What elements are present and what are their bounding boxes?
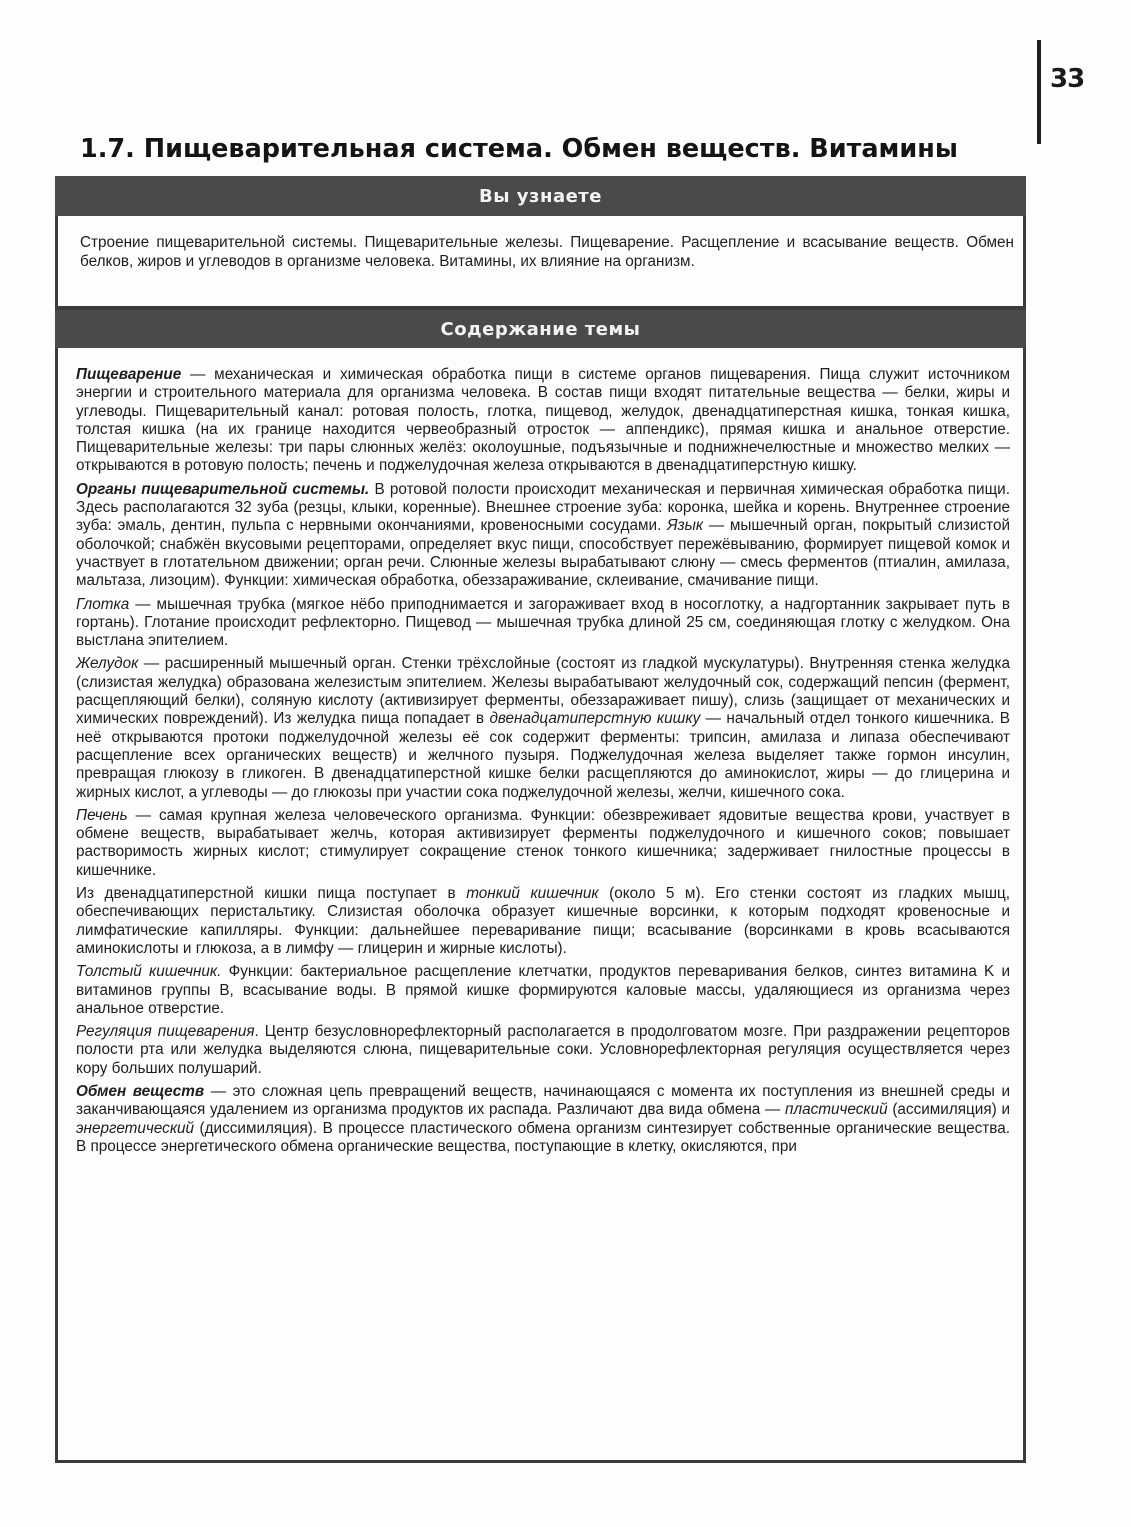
paragraph-pharynx (76, 596, 1010, 651)
chapter-title: 1.7. Пищеварительная система. Обмен веществ. Витамины (80, 134, 958, 164)
paragraph-text: (около 5 м). Его стенки состоят из гладких мышц, обеспечивающих перистальтику. Слизистая оболочка образует кишечные ворсинки, к которым подходят кровеносные и лимфатические капилляры. Функции: дальнейшее переваривание пищи; всасывание (ворсинками в кровь всасываются аминокислоты и глюкоза, а в лимфу — глицерин и жирные кислоты). (76, 885, 1010, 957)
paragraph-text: — мышечная трубка (мягкое нёбо приподнимается и загораживает вход в носоглотку, а надгортанник закрывает путь в гортань). Глотание происходит рефлекторно. Пищевод — мышечная трубка длиной 25 см, соединяющая глотку с желудком. Она выстлана эпителием. (76, 595, 1010, 650)
paragraph-text: (ассимиляция) и (887, 1101, 1010, 1119)
paragraph-digestion (76, 366, 1010, 476)
paragraph-small-intestine (76, 885, 1010, 958)
term: двенадцатиперстную кишку (489, 710, 701, 728)
topic-content-heading: Содержание темы (55, 310, 1026, 348)
term: тонкий кишечник (466, 885, 599, 903)
paragraph-metabolism (76, 1083, 1010, 1156)
paragraph-regulation (76, 1023, 1010, 1078)
topic-content (76, 366, 1010, 1161)
paragraph-text: Из двенадцатиперстной кишки пища поступает в (76, 885, 467, 903)
term: Язык (667, 517, 704, 535)
paragraph-text: Функции: бактериальное расщепление клетчатки, продуктов переваривания белков, синтез витамина K и витаминов группы B, всасывание воды. В прямой кишке формируются каловые массы, удаляющиеся из организма через анальное отверстие. (76, 963, 1010, 1017)
paragraph-liver (76, 807, 1010, 880)
page-number-bar (1037, 40, 1041, 144)
you-will-learn-text: Строение пищеварительной системы. Пищеварительные железы. Пищеварение. Расщепление и всасывание веществ. Обмен белков, жиров и углеводов в организме человека. Витамины, их влияние на организм. (80, 234, 1014, 270)
term: Пищеварение (76, 366, 182, 383)
term: пластический (785, 1101, 888, 1119)
paragraph-text: — расширенный мышечный орган. Стенки трёхслойные (состоят из гладкой мускулатуры). Внутренняя стенка желудка (слизистая желудка) образована железистым эпителием. Железы вырабатывают желудочный сок, содержащий пепсин (фермент, расщепляющий белки), соляную кислоту (активизирует ферменты, обеззараживает пишу), слизь (защищает от механических и химических повреждений). Из желудка пища попадает в (76, 655, 1010, 728)
paragraph-text: В ротовой полости происходит механическая и первичная химическая обработка пищи. Здесь располагаются 32 зуба (резцы, клыки, коренные). Внешнее строение зуба: коронка, шейка и корень. Внутреннее строение зуба: эмаль, дентин, пульпа с нервными окончаниями, кровеносными сосудами. (76, 480, 1010, 535)
paragraph-large-intestine (76, 963, 1010, 1018)
paragraph-text: — мышечный орган, покрытый слизистой оболочкой; снабжён вкусовыми рецепторами, определяет вкус пищи, способствует пережёвыванию, формирует пищевой комок и участвует в глотательном движении; орган речи. Слюнные железы вырабатывают слюну — смесь ферментов (птиалин, амилаза, мальтаза, лизоцим). Функции: химическая обработка, обеззараживание, склеивание, смачивание пищи. (76, 517, 1011, 590)
paragraph-digestive-organs (76, 481, 1010, 591)
term: Органы пищеварительной системы. (76, 480, 370, 498)
term: Обмен веществ (76, 1082, 205, 1100)
paragraph-stomach (76, 655, 1010, 801)
term: Желудок (76, 655, 139, 673)
paragraph-text: — это сложная цепь превращений веществ, начинающаяся с момента их поступления из внешней среды и заканчивающаяся удалением из организма продуктов их распада. Различают два вида обмена — (76, 1082, 1010, 1119)
paragraph-text: . Центр безусловнорефлекторный располагается в продолговатом мозге. При раздражении рецепторов полости рта или желудка выделяются слюна, пищеварительные соки. Условнорефлекторная регуляция осуществляется через кору больших полушарий. (76, 1023, 1010, 1077)
paragraph-text: — механическая и химическая обработка пищи в системе органов пищеварения. Пища служит источником энергии и строительного материала для организма человека. В состав пищи входят питательные вещества — белки, жиры и углеводы. Пищеварительный канал: ротовая полость, глотка, пищевод, желудок, двенадцатиперстная кишка, тонкая кишка, толстая кишка (на их границе находится червеобразный отросток — аппендикс), прямая кишка и анальное отверстие. Пищеварительные железы: три пары слюнных желёз: околоушные, подъязычные и поднижнечелюстные и множество мелких — открываются в ротовую полость; печень и поджелудочная железа открываются в двенадцатиперстную кишку. (76, 366, 1010, 475)
term: Печень (76, 806, 128, 824)
you-will-learn-heading: Вы узнаете (55, 176, 1026, 216)
page-number: 33 (1050, 64, 1085, 94)
paragraph-text: — самая крупная железа человеческого организма. Функции: обезвреживает ядовитые вещества крови, участвует в обмене веществ, вырабатывает желчь, которая активизирует ферменты поджелудочного и кишечного соков; повышает растворимость жирных кислот; стимулирует сокращение стенок тонкого кишечника; задерживает гнилостные процессы в кишечнике. (76, 806, 1010, 879)
term: Глотка (76, 595, 130, 613)
term: энергетический (76, 1119, 195, 1137)
paragraph-text: — начальный отдел тонкого кишечника. В неё открываются протоки поджелудочной железы её сок содержит ферменты: трипсин, амилаза и липаза обеспечивают расщепление всех органических веществ) и желчного пузыря. Поджелудочная железа выделяет также гормон инсулин, превращая глюкозу в гликоген. В двенадцатиперстной кишке белки расщепляются до аминокислот, жиры — до глицерина и жирных кислот, а углеводы — до глюкозы при участии сока поджелудочной железы, желчи, кишечного сока. (76, 710, 1010, 801)
paragraph-text: (диссимиляция). В процессе пластического обмена организм синтезирует собственные органические вещества. В процессе энергетического обмена органические вещества, поступающие в клетку, окисляются, при (76, 1119, 1010, 1155)
term: Толстый кишечник. (76, 963, 222, 981)
term: Регуляция пищеварения (76, 1023, 255, 1041)
